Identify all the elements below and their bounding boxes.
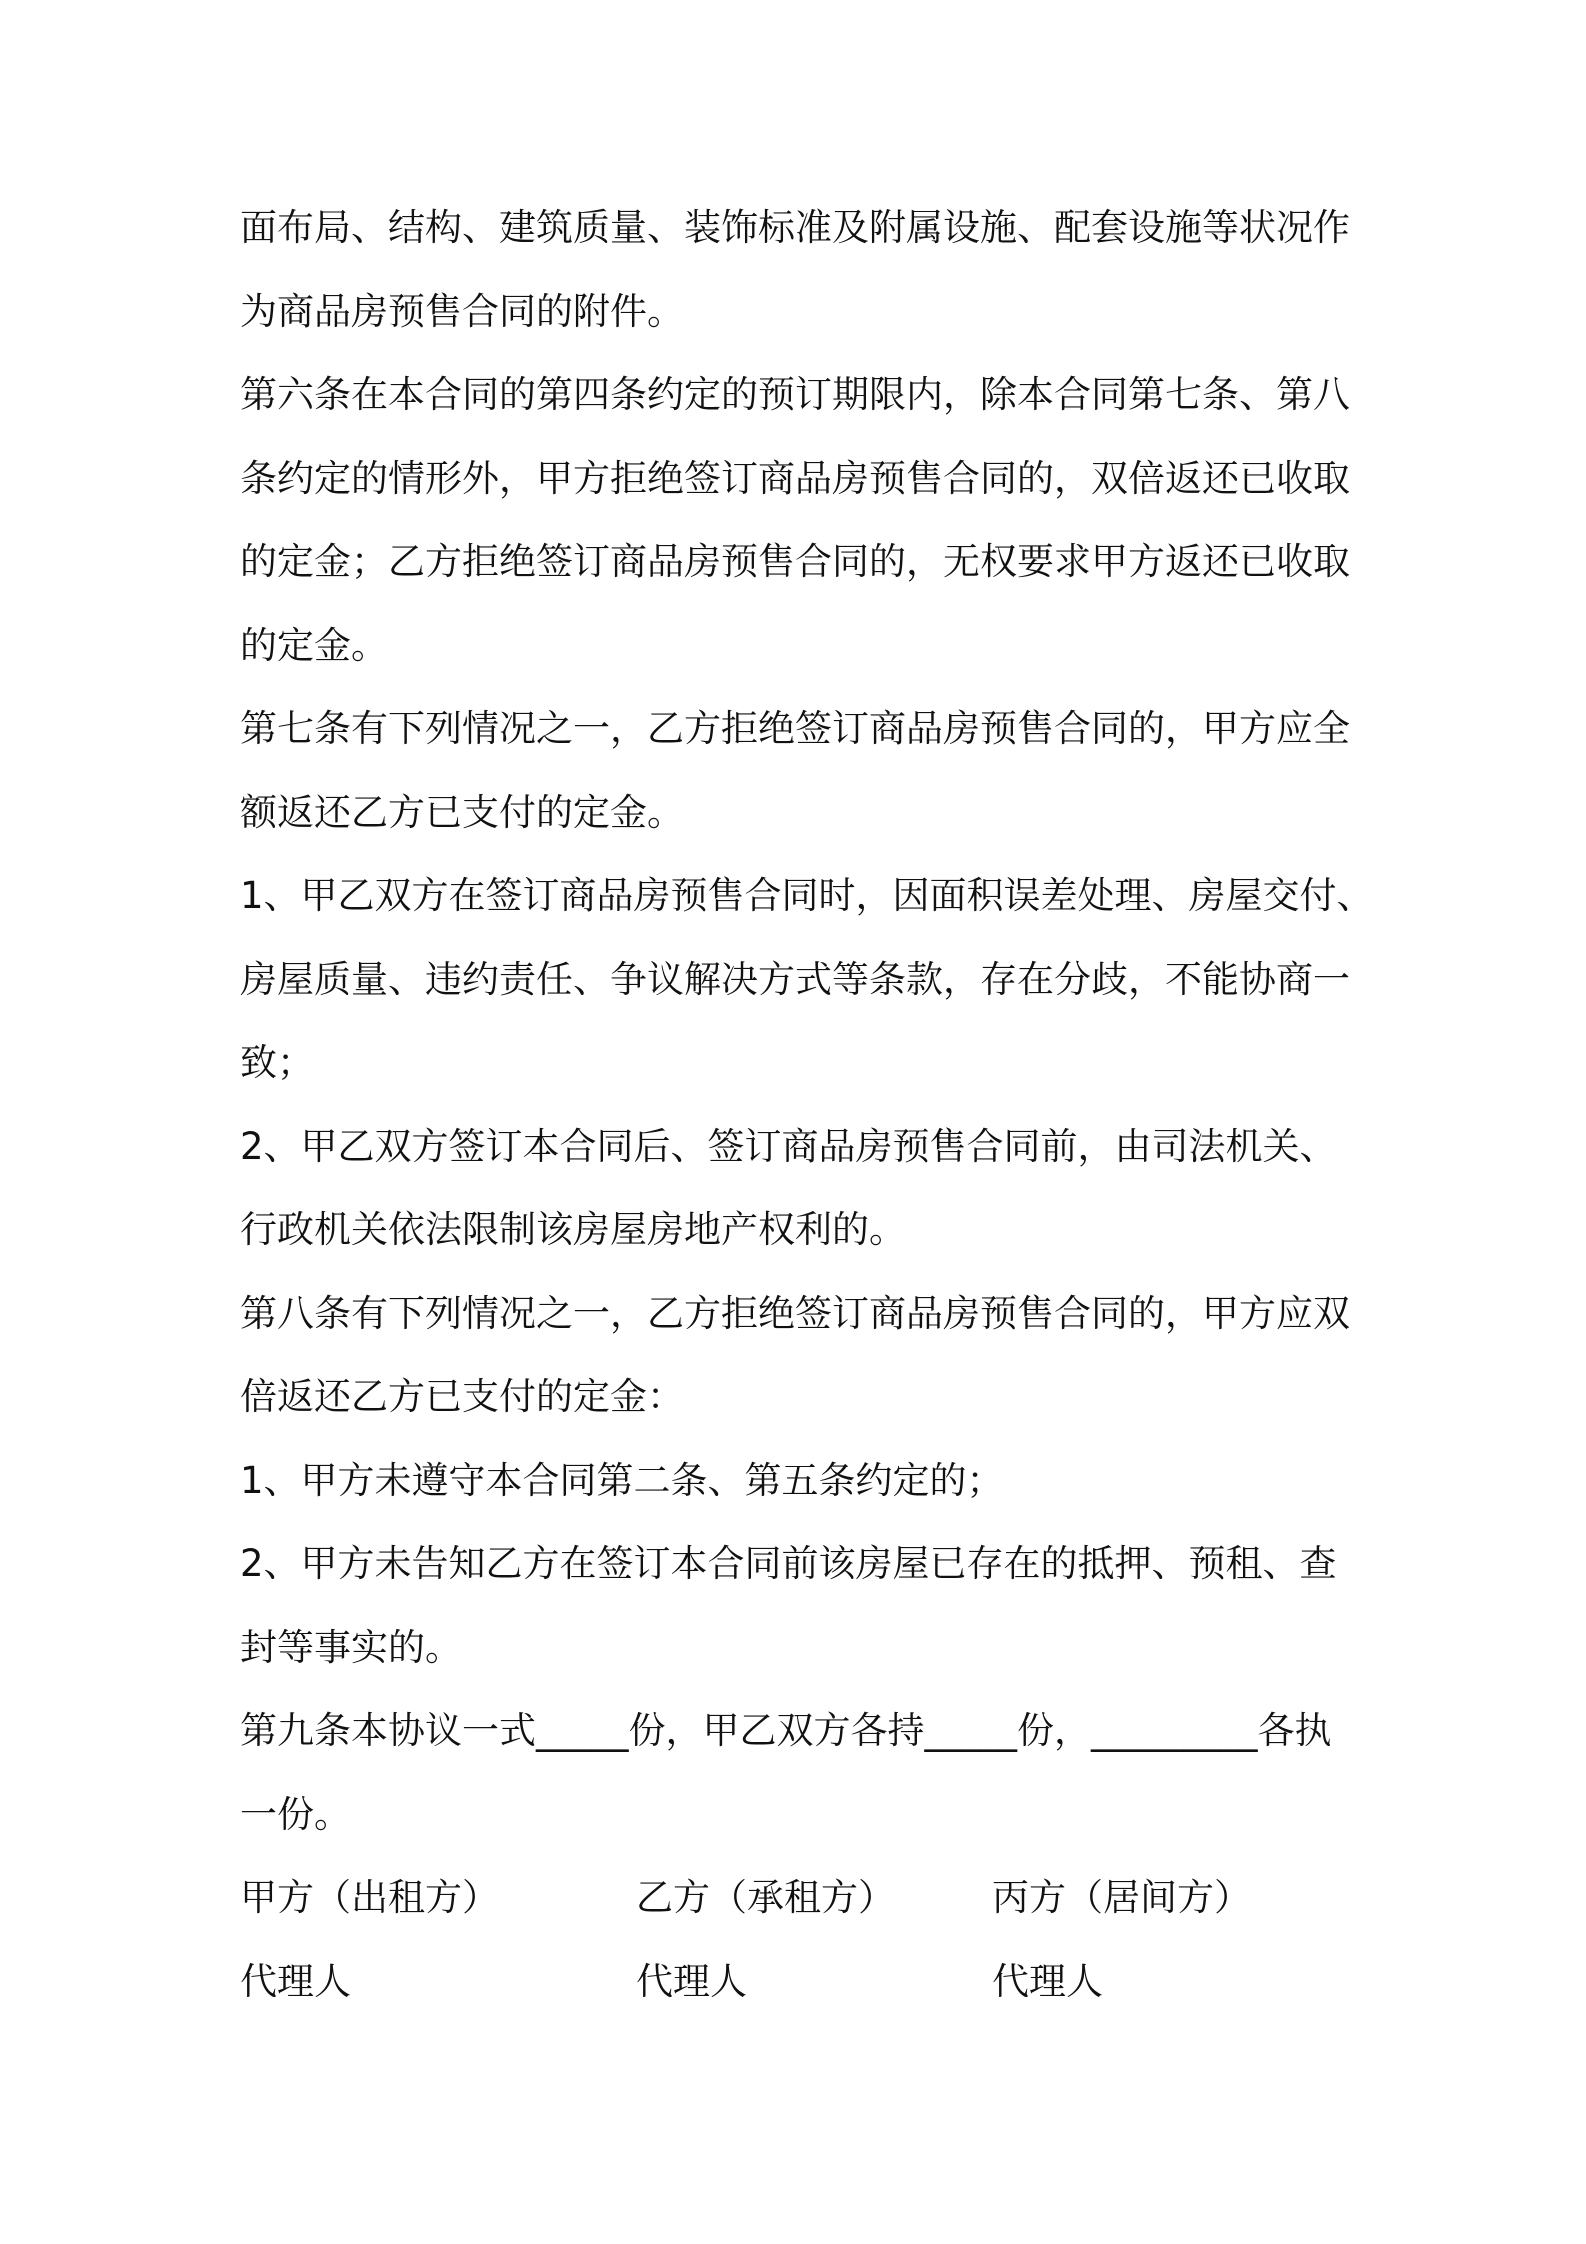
clause-item-line: 1、甲乙双方在签订商品房预售合同时，因面积误差处理、房屋交付、	[240, 874, 1374, 917]
party-c-label: 丙方（居间方）	[992, 1876, 1251, 1919]
article-8-line: 第八条有下列情况之一，乙方拒绝签订商品房预售合同的，甲方应双	[240, 1291, 1350, 1335]
party-b-label: 乙方（承租方）	[636, 1876, 895, 1919]
text-line: 行政机关依法限制该房屋房地产权利的。	[240, 1208, 906, 1251]
text-line: 倍返还乙方已支付的定金：	[240, 1375, 684, 1418]
article-9-line: 第九条本协议一式_____份，甲乙双方各持_____份，_________各执	[240, 1709, 1332, 1752]
contract-body	[240, 199, 1374, 2036]
text-line: 封等事实的。	[240, 1625, 462, 1669]
signature-agents-row	[240, 1953, 1360, 2037]
signature-parties-row	[240, 1869, 1360, 1953]
text-line: 的定金；乙方拒绝签订商品房预售合同的，无权要求甲方返还已收取	[240, 540, 1350, 583]
article-7-line: 第七条有下列情况之一，乙方拒绝签订商品房预售合同的，甲方应全	[240, 707, 1350, 750]
text-line: 一份。	[240, 1792, 351, 1836]
text-line: 条约定的情形外，甲方拒绝签订商品房预售合同的，双倍返还已收取	[240, 456, 1350, 500]
text-line: 为商品房预售合同的附件。	[240, 289, 684, 333]
text-line: 房屋质量、违约责任、争议解决方式等条款，存在分歧，不能协商一	[240, 957, 1350, 1001]
text-line: 的定金。	[240, 623, 388, 667]
party-b-agent-label: 代理人	[636, 1959, 747, 2003]
article-6-line: 第六条在本合同的第四条约定的预订期限内，除本合同第七条、第八	[240, 373, 1350, 416]
party-a-label: 甲方（出租方）	[240, 1876, 499, 1919]
text-line: 额返还乙方已支付的定金。	[240, 790, 684, 834]
party-c-agent-label: 代理人	[992, 1959, 1103, 2003]
clause-item-line: 2、甲方未告知乙方在签订本合同前该房屋已存在的抵押、预租、查	[240, 1542, 1337, 1585]
text-line: 面布局、结构、建筑质量、装饰标准及附属设施、配套设施等状况作	[240, 206, 1350, 249]
party-a-agent-label: 代理人	[240, 1959, 351, 2003]
clause-item-line: 1、甲方未遵守本合同第二条、第五条约定的；	[240, 1458, 1004, 1502]
clause-item-line: 2、甲乙双方签订本合同后、签订商品房预售合同前，由司法机关、	[240, 1124, 1337, 1168]
text-line: 致；	[240, 1041, 314, 1084]
